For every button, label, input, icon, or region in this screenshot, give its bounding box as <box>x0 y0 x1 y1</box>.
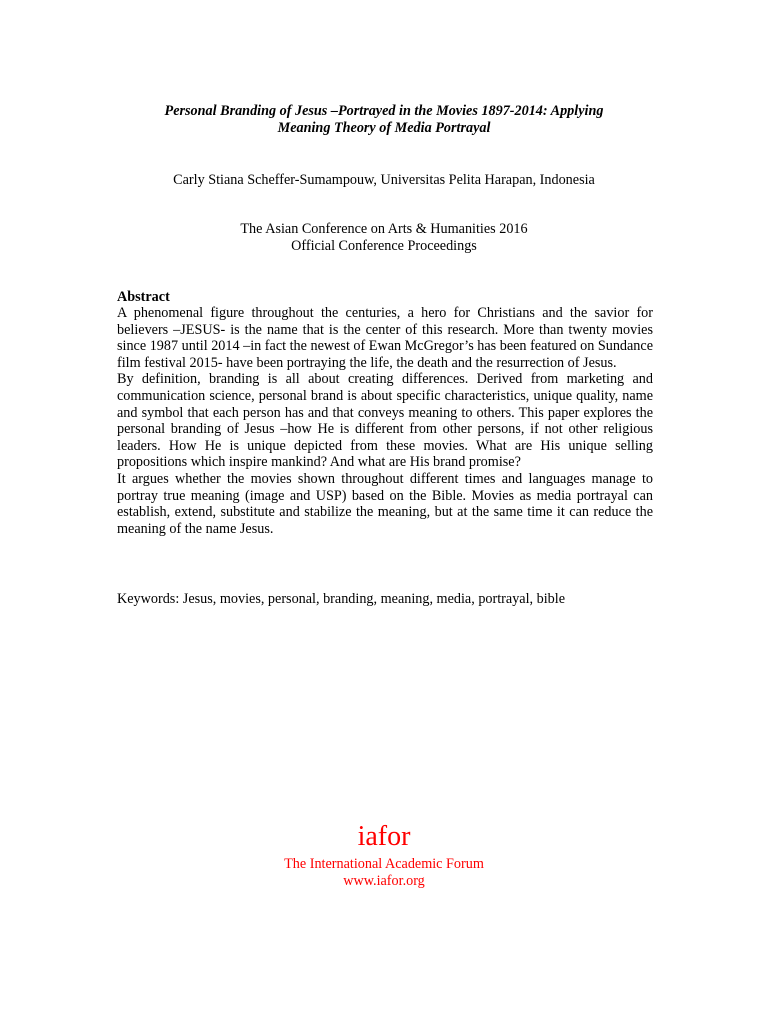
paper-title-line-2: Meaning Theory of Media Portrayal <box>277 120 491 136</box>
publisher-name: The International Academic Forum <box>284 856 484 872</box>
abstract-paragraph: By definition, branding is all about creating differences. Derived from marketing and communication science, personal brand is about specific characteristics, unique quality, name and symbol that each person has and that conveys meaning to others. This paper explores the personal branding of Jesus –how He is different from other persons, if not other religious leaders. How He is unique depicted from these movies. What are His unique selling propositions which inspire mankind? And what are His brand promise? <box>117 371 653 471</box>
conference-name: The Asian Conference on Arts & Humanities 2016 <box>240 221 528 237</box>
publisher-footer <box>100 820 668 890</box>
publisher-url[interactable]: www.iafor.org <box>343 873 425 889</box>
abstract-heading: Abstract <box>117 289 170 305</box>
paper-title <box>100 103 668 137</box>
author-affiliation: Carly Stiana Scheffer-Sumampouw, Universitas Pelita Harapan, Indonesia <box>173 172 595 188</box>
abstract-paragraph: It argues whether the movies shown throughout different times and languages manage to portray true meaning (image and USP) based on the Bible. Movies as media portrayal can establish, extend, substitute and stabilize the meaning, but at the same time it can reduce the meaning of the name Jesus. <box>117 470 653 537</box>
abstract-body <box>117 305 653 537</box>
conference-info <box>100 221 668 255</box>
paper-title-line-1: Personal Branding of Jesus –Portrayed in the Movies 1897-2014: Applying <box>164 103 604 119</box>
abstract-paragraph: A phenomenal figure throughout the centuries, a hero for Christians and the savior for believers –JESUS- is the name that is the center of this research. More than twenty movies since 1987 until 2014 –in fact the newest of Ewan McGregor’s has been featured on Sundance film festival 2015- have been portraying the life, the death and the resurrection of Jesus. <box>117 305 653 371</box>
iafor-logo-text: iafor <box>357 821 411 852</box>
keywords: Keywords: Jesus, movies, personal, branding, meaning, media, portrayal, bible <box>117 591 565 607</box>
conference-proceedings: Official Conference Proceedings <box>291 238 477 254</box>
